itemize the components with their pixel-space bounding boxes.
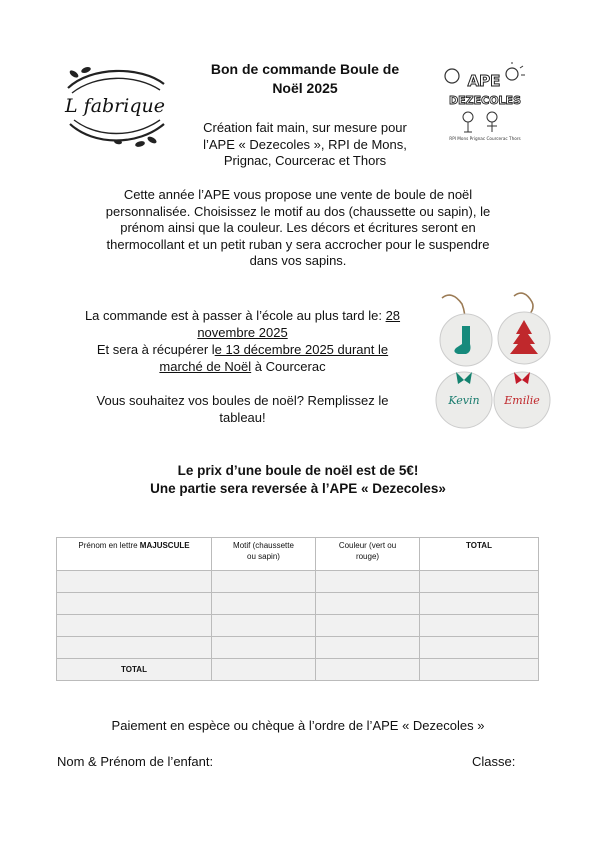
cell-color[interactable] (316, 571, 420, 593)
ape-wordmark: APE (467, 72, 501, 90)
pickup-event: marché de Noël (159, 359, 252, 374)
page-title (180, 60, 430, 98)
order-instructions (55, 307, 430, 426)
price-notice (60, 462, 536, 498)
order-line-4 (55, 358, 430, 375)
cell-color[interactable] (316, 615, 420, 637)
cell-name[interactable] (57, 571, 212, 593)
cell-motif[interactable] (212, 659, 316, 681)
cell-motif[interactable] (212, 615, 316, 637)
intro-paragraph (68, 187, 528, 270)
header-motif: Motif (chaussette ou sapin) (212, 538, 316, 571)
intro-line-2: personnalisée. Choisissez le motif au dos (chaussette ou sapin), le (105, 203, 491, 219)
l-fabrique-logo (56, 60, 174, 150)
table-total-row (57, 659, 539, 681)
table-row (57, 615, 539, 637)
table-row (57, 637, 539, 659)
ornament-name-kevin: Kevin (448, 394, 480, 407)
subtitle-line-1: Création fait main, sur mesure pour (203, 120, 407, 135)
order-deadline-date: 28 (385, 308, 401, 323)
cell-grand-total[interactable] (420, 659, 539, 681)
order-line-2 (55, 324, 430, 341)
subtitle (178, 120, 432, 170)
ape-dezecoles-logo (440, 62, 530, 142)
total-label: TOTAL (57, 659, 212, 681)
pickup-date: e 13 décembre 2025 durant le (214, 342, 389, 357)
child-name-field-label: Nom & Prénom de l’enfant: (57, 754, 214, 769)
order-line-3 (55, 341, 430, 358)
cell-total[interactable] (420, 571, 539, 593)
intro-line-4: thermocollant et un petit ruban y sera accrocher pour le suspendre (106, 236, 490, 252)
table-row (57, 593, 539, 615)
order-deadline-month: novembre 2025 (197, 325, 288, 340)
class-field-label: Classe: (472, 754, 516, 769)
order-table (56, 537, 539, 681)
ornament-name-emilie: Emilie (504, 394, 540, 407)
pickup-place: à Courcerac (251, 359, 326, 374)
header-name: Prénom en lettre MAJUSCULE (57, 538, 212, 571)
cell-total[interactable] (420, 615, 539, 637)
ape-tagline: RPI Mons Prignac Courcerac Thors (449, 136, 521, 141)
dezecoles-wordmark: DEZECOLES (448, 94, 522, 107)
price-line-2: Une partie sera reversée à l’APE « Dezecoles» (150, 481, 446, 496)
cell-color[interactable] (316, 637, 420, 659)
intro-line-5: dans vos sapins. (249, 253, 347, 268)
cell-name[interactable] (57, 593, 212, 615)
order-line-1 (55, 307, 430, 324)
payment-instructions: Paiement en espèce ou chèque à l’ordre de l’APE « Dezecoles » (111, 718, 485, 733)
price-line-1: Le prix d’une boule de noël est de 5€! (177, 463, 419, 478)
cell-motif[interactable] (212, 637, 316, 659)
intro-line-3: prénom ainsi que la couleur. Les décors et écritures seront en (120, 220, 476, 235)
subtitle-line-3: Prignac, Courcerac et Thors (223, 153, 387, 168)
order-deadline-text: La commande est à passer à l’école au plus tard le: (84, 308, 386, 323)
pickup-text: Et sera à récupérer l (96, 342, 215, 357)
subtitle-line-2: l’APE « Dezecoles », RPI de Mons, (203, 136, 407, 152)
cell-total[interactable] (420, 637, 539, 659)
table-row (57, 571, 539, 593)
table-header-row (57, 538, 539, 571)
ornaments-photo (432, 290, 554, 432)
order-line-6: tableau! (219, 410, 266, 425)
cell-total[interactable] (420, 593, 539, 615)
l-fabrique-wordmark: L fabrique (65, 95, 165, 117)
cell-name[interactable] (57, 615, 212, 637)
cell-name[interactable] (57, 637, 212, 659)
cell-motif[interactable] (212, 571, 316, 593)
title-line-2: Noël 2025 (272, 80, 338, 96)
cell-motif[interactable] (212, 593, 316, 615)
header-color: Couleur (vert ou rouge) (316, 538, 420, 571)
cell-color[interactable] (316, 659, 420, 681)
order-line-5: Vous souhaitez vos boules de noël? Remplissez le (96, 393, 389, 408)
intro-line-1: Cette année l’APE vous propose une vente de boule de noël (123, 187, 473, 202)
title-line-1: Bon de commande Boule de (210, 61, 400, 77)
header-total: TOTAL (420, 538, 539, 571)
cell-color[interactable] (316, 593, 420, 615)
